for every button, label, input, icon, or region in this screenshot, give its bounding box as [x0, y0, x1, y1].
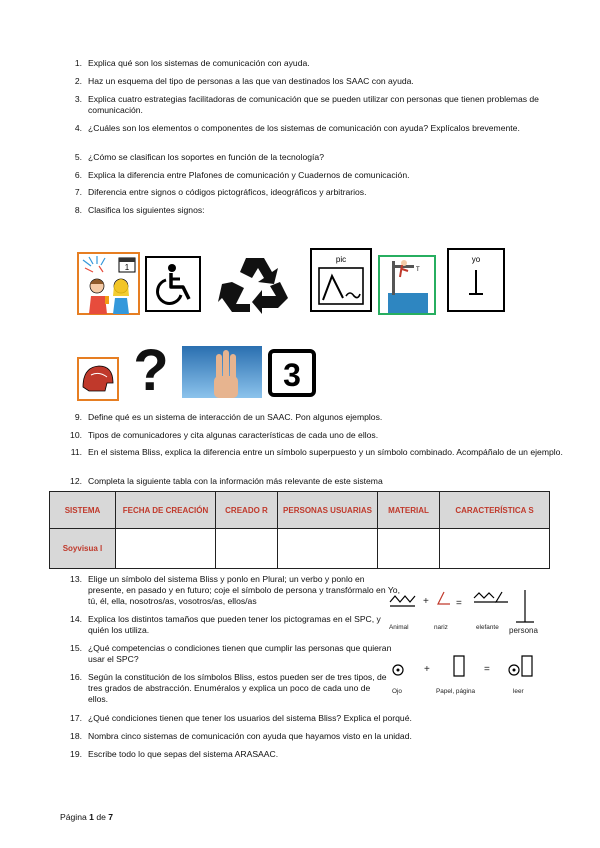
- calendar-number: 1: [124, 263, 130, 272]
- diving-pictogram: [378, 255, 436, 315]
- wheelchair-sign: [145, 256, 201, 312]
- hand-three-fingers-photo: [182, 346, 262, 398]
- bliss-label-leer: leer: [513, 688, 524, 695]
- info-table: [49, 491, 550, 569]
- bliss-examples-figure: [384, 590, 554, 700]
- bliss-label-ojo: Ojo: [392, 688, 402, 695]
- table-header-fecha: FECHA DE CREACIÓN: [116, 492, 216, 529]
- yo-label: yo: [471, 255, 481, 264]
- bliss-label-nariz: nariz: [434, 624, 448, 631]
- bliss-label-elefante: elefante: [476, 624, 499, 631]
- svg-text:T: T: [416, 267, 420, 273]
- footer-page: 1: [89, 812, 94, 822]
- table-cell-empty[interactable]: [116, 529, 216, 569]
- table-header-sistema: SISTEMA: [50, 492, 116, 529]
- table-header-material: MATERIAL: [378, 492, 440, 529]
- table-header-row: [50, 492, 550, 529]
- table-header-caracteristicas: CARACTERÍSTICA S: [440, 492, 550, 529]
- table-cell-sistema: Soyvisua l: [50, 529, 116, 569]
- helmet-pictogram: [77, 357, 119, 401]
- bliss-op-plus-2: +: [424, 664, 430, 675]
- table-cell-empty[interactable]: [440, 529, 550, 569]
- table-cell-empty[interactable]: [378, 529, 440, 569]
- bliss-label-persona: persona: [509, 626, 538, 635]
- footer-total: 7: [108, 812, 114, 822]
- pic-label: pic: [335, 255, 347, 264]
- bliss-op-plus-1: +: [423, 596, 429, 607]
- table-cell-empty[interactable]: [278, 529, 378, 569]
- bliss-op-equals-2: =: [484, 664, 490, 675]
- recycle-symbol: [218, 254, 292, 316]
- question-mark-sign: ?: [133, 338, 169, 403]
- bliss-op-equals-1: =: [456, 598, 462, 609]
- number-three-sign: [268, 349, 316, 397]
- bliss-label-animal: Animal: [389, 624, 409, 631]
- children-party-pictogram: [77, 252, 140, 315]
- number-three-text: 3: [283, 357, 301, 393]
- table-cell-empty[interactable]: [216, 529, 278, 569]
- footer-prefix: Página: [60, 812, 87, 822]
- bliss-yo-symbol: [447, 248, 505, 312]
- table-header-personas: PERSONAS USUARIAS: [278, 492, 378, 529]
- table-header-creador: CREADO R: [216, 492, 278, 529]
- bliss-label-papel: Papel, página: [436, 688, 476, 695]
- page-footer: [60, 812, 113, 822]
- pic-ideogram: [310, 248, 372, 312]
- table-row: [50, 529, 550, 569]
- footer-mid: de: [96, 812, 106, 822]
